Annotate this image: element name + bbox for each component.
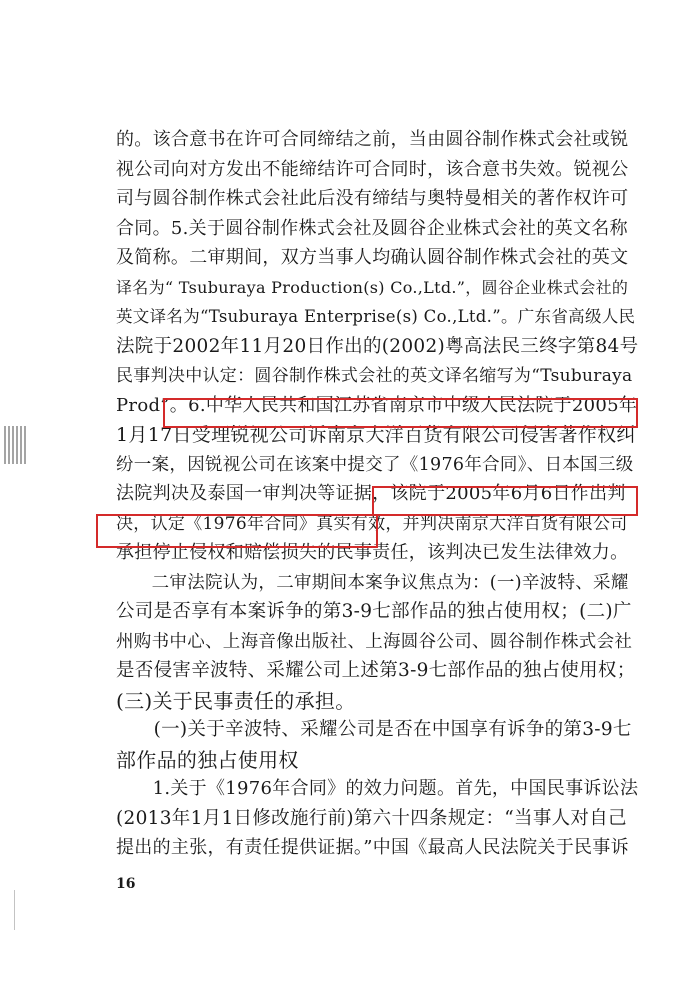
text-line: 司与圆谷制作株式会社此后没有缔结与奥特曼相关的著作权许可 xyxy=(116,188,629,209)
text-line: 1.关于《1976年合同》的效力问题。首先，中国民事诉讼法 xyxy=(116,778,639,799)
highlight-box-contract-valid xyxy=(96,514,378,548)
text-line: 是否侵害辛波特、采耀公司上述第3-9七部作品的独占使用权； xyxy=(116,660,636,681)
text-line: 承担停止侵权和赔偿损失的民事责任，该判决已发生法律效力。 xyxy=(116,542,629,563)
text-line: Prod”。6.中华人民共和国江苏省南京市中级人民法院于2005年 xyxy=(116,394,638,416)
scan-edge-artifact xyxy=(14,890,15,930)
text-line: 公司是否享有本案诉争的第3-9七部作品的独占使用权；(二)广 xyxy=(116,601,632,622)
text-line: 州购书中心、上海音像出版社、上海圆谷公司、圆谷制作株式会社 xyxy=(116,631,633,652)
highlight-box-case-6 xyxy=(163,398,638,428)
text-line: 纷一案，因锐视公司在该案中提交了《1976年合同》、日本国三级 xyxy=(116,454,634,475)
text-line: 提出的主张，有责任提供证据。”中国《最高人民法院关于民事诉 xyxy=(116,837,629,858)
text-line: 二审法院认为，二审期间本案争议焦点为：(一)辛波特、采耀 xyxy=(116,572,629,593)
text-line: 视公司向对方发出不能缔结许可合同时，该合意书失效。锐视公 xyxy=(116,158,629,180)
highlight-box-judgment-date xyxy=(372,486,638,516)
text-line: 合同。5.关于圆谷制作株式会社及圆谷企业株式会社的英文名称 xyxy=(116,217,628,239)
text-line: 译名为“ Tsuburaya Production(s) Co.,Ltd.”，圆谷企业株式会社的 xyxy=(116,277,629,297)
text-line: 法院判决及泰国一审判决等证据，该院于2005年6月6日作出判 xyxy=(116,483,626,504)
text-line: 及简称。二审期间，双方当事人均确认圆谷制作株式会社的英文 xyxy=(116,247,629,268)
text-line: (2013年1月1日修改施行前)第六十四条规定：“当事人对自己 xyxy=(116,807,627,829)
text-line: 民事判决中认定：圆谷制作株式会社的英文译名缩写为“Tsuburaya xyxy=(116,366,633,386)
text-line: 英文译名为“Tsuburaya Enterprise(s) Co.,Ltd.”。广东省高级人民 xyxy=(116,307,636,326)
text-line: 法院于2002年11月20日作出的(2002)粤高法民三终字第84号 xyxy=(116,335,639,357)
text-line: (三)关于民事责任的承担。 xyxy=(116,688,356,713)
text-line: (一)关于辛波特、采耀公司是否在中国享有诉争的第3-9七 xyxy=(116,719,632,740)
text-line: 的。该合意书在许可合同缔结之前，当由圆谷制作株式会社或锐 xyxy=(116,129,629,150)
text-line: 决，认定《1976年合同》真实有效，并判决南京大洋百货有限公司 xyxy=(116,513,628,534)
text-line: 1月17日受理锐视公司诉南京大洋百货有限公司侵害著作权纠 xyxy=(116,424,636,446)
scan-artifact xyxy=(4,426,26,464)
text-line: 部作品的独占使用权 xyxy=(116,747,299,772)
page-number: 16 xyxy=(116,876,136,892)
